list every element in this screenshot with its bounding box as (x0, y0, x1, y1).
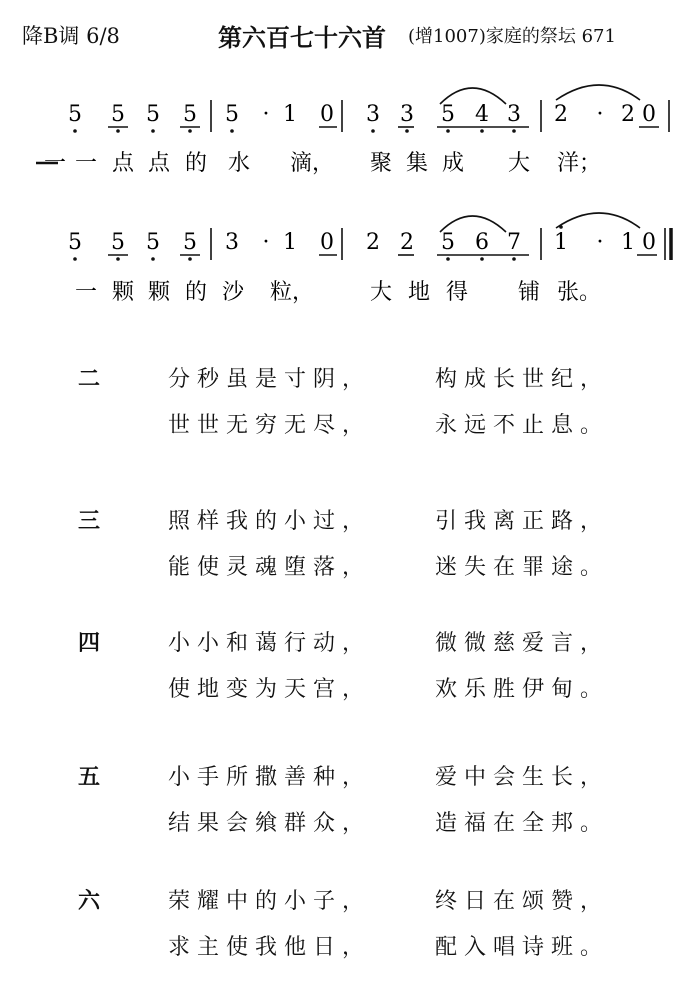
verse-line-left: 小手所撒善种， (168, 765, 372, 790)
lyric-syllable: 一 (75, 151, 98, 176)
lower-octave-dot (188, 129, 192, 133)
lower-octave-dot (116, 129, 120, 133)
dot-extension: · (596, 230, 604, 255)
verse-line-right: 引我离正路， (435, 509, 610, 534)
lower-octave-dot (116, 257, 120, 261)
verse-number: 三 (78, 509, 101, 534)
hymn-title: 第六百七十六首 (218, 24, 386, 52)
lower-octave-dot (188, 257, 192, 261)
lyric-syllable: 滴， (290, 151, 335, 176)
lyric-syllable: 集 (406, 151, 429, 176)
verse-line-right: 配入唱诗班。 (435, 935, 610, 960)
note: 5 (183, 230, 197, 255)
verse-line-right: 终日在颂赞， (435, 889, 610, 914)
lower-octave-dot (480, 257, 484, 261)
verse-line-left: 世世无穷无尽， (168, 413, 372, 438)
note: 1 (283, 230, 297, 255)
lyric-syllable: 点 (112, 151, 135, 176)
lower-octave-dot (73, 257, 77, 261)
verse-line-left: 小小和蔼行动， (168, 631, 372, 656)
note: 5 (68, 230, 82, 255)
lower-octave-dot (371, 129, 375, 133)
note: 5 (146, 230, 160, 255)
slur (556, 85, 640, 100)
verse-number: 五 (78, 765, 101, 790)
verse-line-right: 永远不止息。 (435, 413, 610, 438)
lyric-syllable: 颗 (112, 280, 135, 305)
note: 1 (621, 230, 635, 255)
note: 0 (320, 230, 334, 255)
verse-line-left: 能使灵魂堕落， (168, 555, 372, 580)
verse-line-right: 微微慈爱言， (435, 631, 610, 656)
note: 0 (642, 102, 656, 127)
lyric-syllable: 张。 (557, 280, 602, 305)
note: 2 (554, 102, 568, 127)
note: 4 (475, 102, 489, 127)
note: 0 (642, 230, 656, 255)
lower-octave-dot (230, 129, 234, 133)
note: 5 (441, 102, 455, 127)
note: 2 (366, 230, 380, 255)
verse-number: 六 (78, 889, 101, 914)
note: 2 (621, 102, 635, 127)
lyric-syllable: 的 (185, 151, 208, 176)
note: 7 (507, 230, 521, 255)
note: 6 (475, 230, 489, 255)
score-lyrics (36, 151, 601, 305)
lower-octave-dot (446, 129, 450, 133)
lyric-syllable: 一 (44, 151, 67, 176)
verse-number: 二 (78, 367, 101, 392)
lyric-syllable: 大 (508, 151, 531, 176)
lyric-syllable: 聚 (370, 151, 393, 176)
note: 1 (283, 102, 297, 127)
lyric-syllable: 粒， (270, 280, 315, 305)
lyric-syllable: 沙 (222, 280, 245, 305)
hymn-subtitle: (增1007)家庭的祭坛 671 (408, 26, 616, 47)
note: 5 (146, 102, 160, 127)
verse-line-left: 使地变为天宫， (168, 677, 372, 702)
verse-line-left: 照样我的小过， (168, 509, 372, 534)
verse-line-right: 欢乐胜伊甸。 (435, 677, 610, 702)
note: 5 (225, 102, 239, 127)
note: 3 (400, 102, 414, 127)
verse-line-right: 构成长世纪， (435, 367, 610, 392)
note: 5 (441, 230, 455, 255)
key-signature: 降B调 6/8 (22, 24, 120, 48)
dot-extension: · (596, 102, 604, 127)
verse-number: 四 (78, 631, 101, 656)
dot-extension: · (262, 230, 270, 255)
lower-octave-dot (512, 129, 516, 133)
lower-octave-dot (151, 129, 155, 133)
verse-line-right: 造福在全邦。 (435, 811, 610, 836)
lower-octave-dot (446, 257, 450, 261)
lyric-syllable: 颗 (148, 280, 171, 305)
verse-line-right: 爱中会生长， (435, 765, 610, 790)
lower-octave-dot (73, 129, 77, 133)
jianpu-score (0, 0, 700, 330)
lyric-syllable: 一 (75, 280, 98, 305)
lyric-syllable: 铺 (518, 280, 541, 305)
lower-octave-dot (405, 129, 409, 133)
score-notes (68, 102, 656, 261)
note: 0 (320, 102, 334, 127)
verse-line-left: 荣耀中的小子， (168, 889, 372, 914)
lower-octave-dot (512, 257, 516, 261)
verse-line-right: 迷失在罪途。 (435, 555, 610, 580)
lower-octave-dot (151, 257, 155, 261)
note: 5 (111, 102, 125, 127)
verse-line-left: 求主使我他日， (168, 935, 372, 960)
verse-line-left: 结果会飨群众， (168, 811, 372, 836)
lyric-syllable: 成 (442, 151, 465, 176)
lyric-syllable: 大 (370, 280, 393, 305)
note: 2 (400, 230, 414, 255)
lower-octave-dot (480, 129, 484, 133)
lyric-syllable: 地 (408, 280, 431, 305)
verse-line-left: 分秒虽是寸阴， (168, 367, 372, 392)
lyric-syllable: 水 (228, 151, 251, 176)
lyric-syllable: 洋； (557, 151, 602, 176)
slur (556, 213, 640, 228)
dot-extension: · (262, 102, 270, 127)
note: 3 (225, 230, 239, 255)
lyric-syllable: 的 (185, 280, 208, 305)
note: 5 (68, 102, 82, 127)
lyric-syllable: 得 (446, 280, 469, 305)
lyric-syllable: 点 (148, 151, 171, 176)
note: 3 (366, 102, 380, 127)
note: 1 (554, 230, 568, 255)
note: 5 (183, 102, 197, 127)
note: 5 (111, 230, 125, 255)
note: 3 (507, 102, 521, 127)
